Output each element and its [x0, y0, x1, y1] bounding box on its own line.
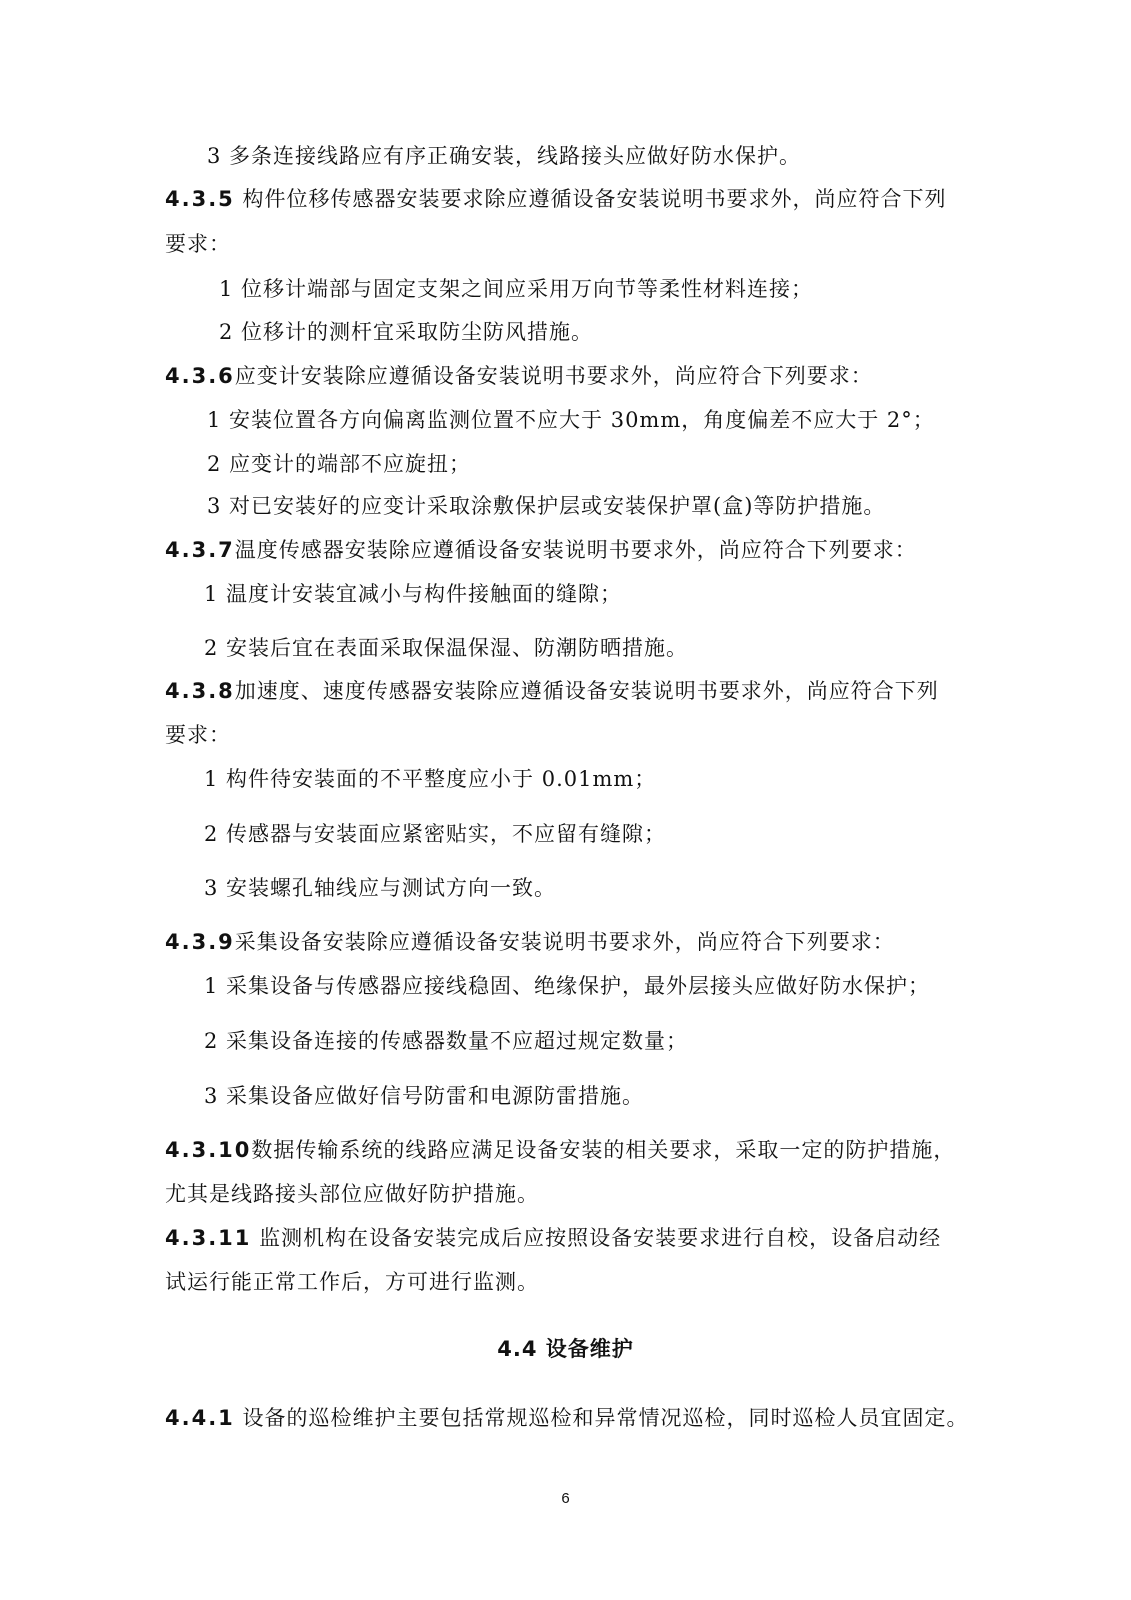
clause-4-3-6: 4.3.6应变计安装除应遵循设备安装说明书要求外，尚应符合下列要求： [165, 364, 873, 388]
clause-continuation: 要求： [165, 232, 231, 256]
list-item: 1 采集设备与传感器应接线稳固、绝缘保护，最外层接头应做好防水保护； [204, 974, 931, 998]
clause-continuation: 要求： [165, 723, 231, 747]
clause-4-4-1: 4.4.1 设备的巡检维护主要包括常规巡检和异常情况巡检，同时巡检人员宜固定。 [165, 1406, 969, 1430]
clause-4-3-8: 4.3.8加速度、速度传感器安装除应遵循设备安装说明书要求外，尚应符合下列 [165, 679, 939, 703]
section-heading: 4.4 设备维护 [497, 1337, 634, 1361]
list-item: 2 采集设备连接的传感器数量不应超过规定数量； [204, 1029, 689, 1053]
list-item: 1 安装位置各方向偏离监测位置不应大于 30mm，角度偏差不应大于 2°； [207, 408, 935, 432]
list-item: 2 传感器与安装面应紧密贴实，不应留有缝隙； [204, 822, 667, 846]
list-item: 1 构件待安装面的不平整度应小于 0.01mm； [204, 767, 657, 791]
clause-4-3-5: 4.3.5 构件位移传感器安装要求除应遵循设备安装说明书要求外，尚应符合下列 [165, 187, 947, 211]
list-item: 2 位移计的测杆宜采取防尘防风措施。 [219, 320, 594, 344]
clause-4-3-9: 4.3.9采集设备安装除应遵循设备安装说明书要求外，尚应符合下列要求： [165, 930, 895, 954]
page-number: 6 [561, 1490, 570, 1507]
clause-4-3-11: 4.3.11 监测机构在设备安装完成后应按照设备安装要求进行自校，设备启动经 [165, 1226, 942, 1250]
list-item: 1 温度计安装宜减小与构件接触面的缝隙； [204, 582, 623, 606]
list-item: 2 应变计的端部不应旋扭； [207, 452, 472, 476]
list-item: 3 安装螺孔轴线应与测试方向一致。 [204, 876, 557, 900]
list-item: 3 多条连接线路应有序正确安装，线路接头应做好防水保护。 [207, 144, 802, 168]
list-item: 3 对已安装好的应变计采取涂敷保护层或安装保护罩(盒)等防护措施。 [207, 494, 886, 518]
clause-4-3-10: 4.3.10数据传输系统的线路应满足设备安装的相关要求，采取一定的防护措施， [165, 1138, 956, 1162]
clause-4-3-7: 4.3.7温度传感器安装除应遵循设备安装说明书要求外，尚应符合下列要求： [165, 538, 917, 562]
clause-continuation: 尤其是线路接头部位应做好防护措施。 [165, 1182, 539, 1206]
list-item: 1 位移计端部与固定支架之间应采用万向节等柔性材料连接； [219, 277, 814, 301]
list-item: 3 采集设备应做好信号防雷和电源防雷措施。 [204, 1084, 645, 1108]
clause-continuation: 试运行能正常工作后，方可进行监测。 [165, 1270, 539, 1294]
list-item: 2 安装后宜在表面采取保温保湿、防潮防晒措施。 [204, 636, 689, 660]
